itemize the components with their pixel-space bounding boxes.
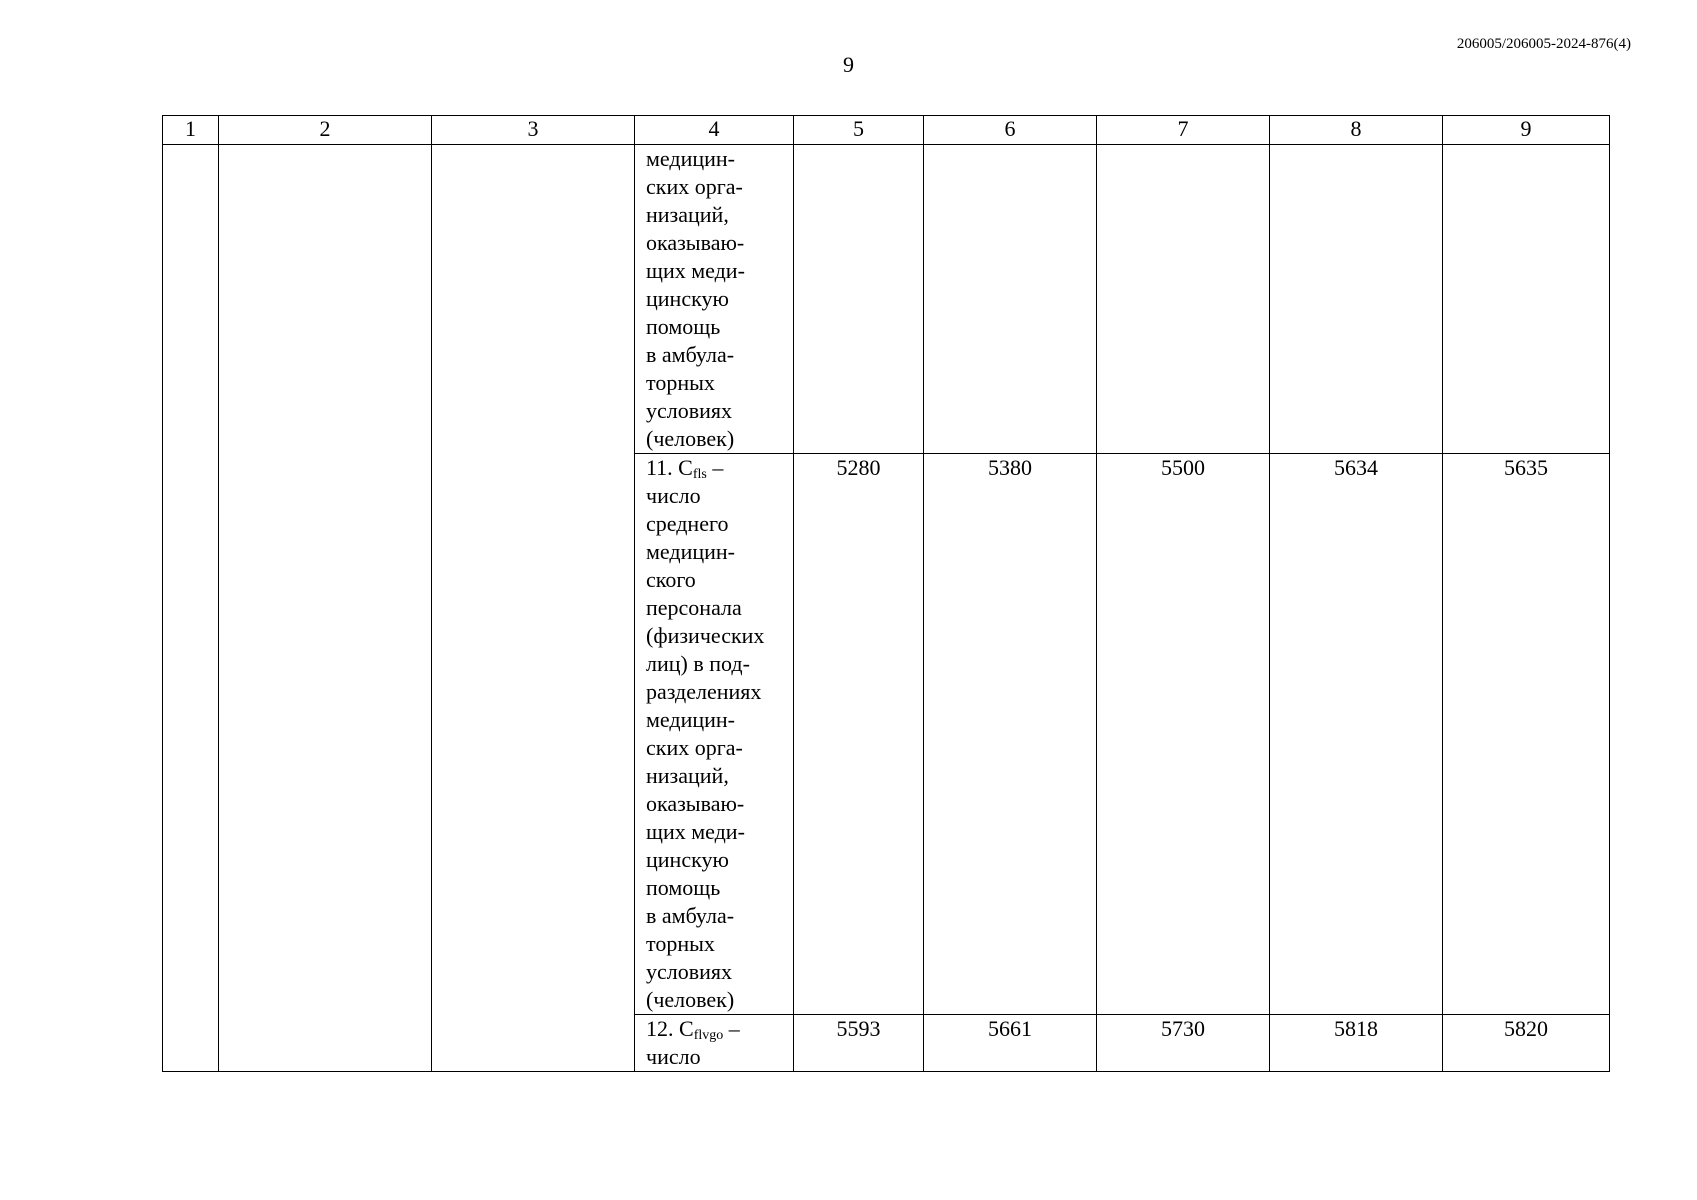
data-table [162, 115, 1610, 1072]
value-cell [1443, 145, 1610, 454]
value-cell: 5820 [1443, 1015, 1610, 1072]
value-cell: 5634 [1270, 454, 1443, 1015]
indicator-description: 12. $C_{flvgo}$ – число [635, 1015, 794, 1072]
column-header: 3 [432, 116, 635, 145]
value-cell [924, 145, 1097, 454]
column-header: 6 [924, 116, 1097, 145]
column-header: 1 [163, 116, 219, 145]
indicator-description: 11. $C_{fls}$ – число среднего медицин- ского персонала (физических лиц) в под- разделениях медицин- ских орга- низаций, оказываю- щих меди- цинскую помощь в амбула- торных условиях (человек) [635, 454, 794, 1015]
column-header: 5 [794, 116, 924, 145]
document-id: 206005/206005-2024-876(4) [1456, 36, 1631, 52]
value-cell [1270, 145, 1443, 454]
value-cell: 5380 [924, 454, 1097, 1015]
merged-cell-col2 [219, 145, 432, 1072]
value-cell: 5635 [1443, 454, 1610, 1015]
table-row [163, 145, 1610, 454]
value-cell: 5661 [924, 1015, 1097, 1072]
indicator-label: 12. $C_{flvgo}$ – [646, 1016, 740, 1043]
value-cell [794, 145, 924, 454]
column-header: 4 [635, 116, 794, 145]
merged-cell-col3 [432, 145, 635, 1072]
indicator-label: 11. $C_{fls}$ – [646, 455, 724, 482]
value-cell: 5593 [794, 1015, 924, 1072]
value-cell: 5818 [1270, 1015, 1443, 1072]
value-cell: 5280 [794, 454, 924, 1015]
table-header-row [163, 116, 1610, 145]
column-header: 9 [1443, 116, 1610, 145]
value-cell: 5730 [1097, 1015, 1270, 1072]
indicator-description: медицин- ских орга- низаций, оказываю- щих меди- цинскую помощь в амбула- торных условиях (человек) [635, 145, 794, 454]
value-cell [1097, 145, 1270, 454]
column-header: 2 [219, 116, 432, 145]
value-cell: 5500 [1097, 454, 1270, 1015]
column-header: 8 [1270, 116, 1443, 145]
merged-cell-col1 [163, 145, 219, 1072]
column-header: 7 [1097, 116, 1270, 145]
page-number: 9 [843, 52, 854, 77]
